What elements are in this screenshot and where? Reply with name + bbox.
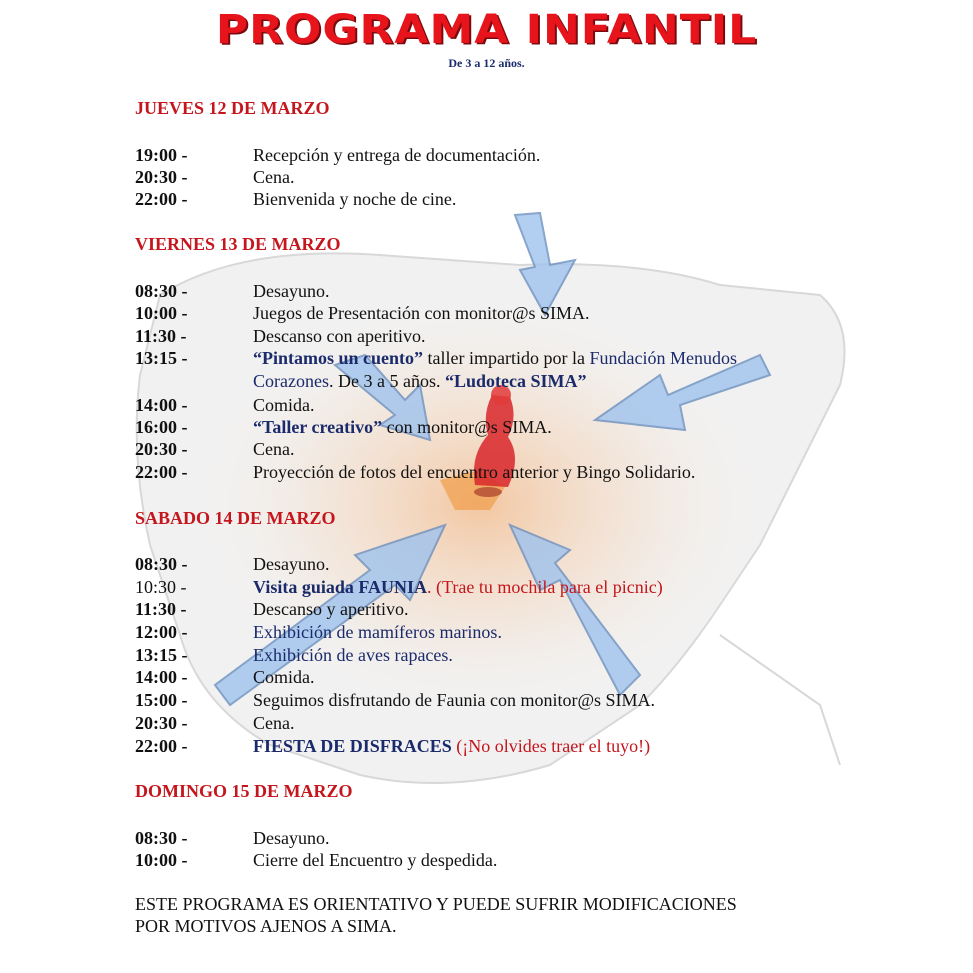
event-text: Descanso y aperitivo. <box>253 599 409 619</box>
event-time: 19:00 - <box>135 145 188 165</box>
event-text: Seguimos disfrutando de Faunia con monitor@s SIMA. <box>253 690 656 710</box>
event-text: Desayuno. <box>253 281 330 301</box>
event-time: 10:00 - <box>135 303 188 323</box>
event-detail: (¡No olvides traer el tuyo!) <box>451 736 651 756</box>
event-text: Comida. <box>253 395 315 415</box>
event-text <box>253 416 813 438</box>
disclaimer-note <box>135 893 835 937</box>
event-highlight: “Pintamos un cuento” <box>253 348 424 368</box>
event-detail: con monitor@s SIMA. <box>382 417 552 437</box>
day-heading: VIERNES 13 DE MARZO <box>135 234 341 254</box>
event-highlight: “Ludoteca SIMA” <box>444 371 587 391</box>
event-time: 16:00 - <box>135 417 188 437</box>
event-text: Desayuno. <box>253 554 330 574</box>
event-detail: . De 3 a 5 años. <box>328 371 445 391</box>
event-text: Cierre del Encuentro y despedida. <box>253 850 498 870</box>
event-time: 22:00 - <box>135 736 188 756</box>
event-highlight: FIESTA DE DISFRACES <box>253 736 452 756</box>
event-time: 10:30 - <box>135 577 187 597</box>
event-time: 20:30 - <box>135 167 188 187</box>
event-text: Juegos de Presentación con monitor@s SIMA. <box>253 303 590 323</box>
event-text: Desayuno. <box>253 828 330 848</box>
event-time: 13:15 - <box>135 348 188 368</box>
event-time: 14:00 - <box>135 667 188 687</box>
event-org: Corazones <box>253 371 329 391</box>
event-time: 12:00 - <box>135 622 188 642</box>
event-time: 15:00 - <box>135 690 188 710</box>
event-org: Fundación Menudos <box>589 348 737 368</box>
event-time: 22:00 - <box>135 189 188 209</box>
day-heading: SABADO 14 DE MARZO <box>135 508 336 528</box>
event-time: 08:30 - <box>135 554 188 574</box>
event-text <box>253 576 813 598</box>
event-time: 20:30 - <box>135 439 188 459</box>
event-time: 08:30 - <box>135 281 188 301</box>
event-text <box>253 347 813 369</box>
event-text: Bienvenida y noche de cine. <box>253 189 457 209</box>
event-time: 13:15 - <box>135 645 188 665</box>
event-text <box>253 370 813 392</box>
event-text: Descanso con aperitivo. <box>253 326 426 346</box>
event-text: Proyección de fotos del encuentro anterior y Bingo Solidario. <box>253 462 696 482</box>
event-detail: taller impartido por la <box>423 348 590 368</box>
event-text <box>253 735 813 757</box>
event-highlight: “Taller creativo” <box>253 417 383 437</box>
event-text: Cena. <box>253 167 295 187</box>
event-time: 11:30 - <box>135 599 187 619</box>
event-time: 11:30 - <box>135 326 187 346</box>
event-time: 20:30 - <box>135 713 188 733</box>
page-subtitle: De 3 a 12 años. <box>448 56 525 70</box>
day-heading: DOMINGO 15 DE MARZO <box>135 781 353 801</box>
event-text: Cena. <box>253 439 295 459</box>
event-text: Comida. <box>253 667 315 687</box>
event-highlight: Visita guiada FAUNIA <box>253 577 428 597</box>
event-text: Exhibición de mamíferos marinos. <box>253 622 502 642</box>
event-time: 10:00 - <box>135 850 188 870</box>
event-detail: . (Trae tu mochila para el picnic) <box>427 577 663 597</box>
event-text: Exhibición de aves rapaces. <box>253 645 453 665</box>
event-text: Cena. <box>253 713 295 733</box>
event-text: Recepción y entrega de documentación. <box>253 145 541 165</box>
event-time: 14:00 - <box>135 395 188 415</box>
page-title: PROGRAMA INFANTIL <box>215 6 758 53</box>
disclaimer-line: POR MOTIVOS AJENOS A SIMA. <box>135 916 397 936</box>
disclaimer-line: ESTE PROGRAMA ES ORIENTATIVO Y PUEDE SUFRIR MODIFICACIONES <box>135 894 737 914</box>
day-heading: JUEVES 12 DE MARZO <box>135 98 330 118</box>
event-time: 08:30 - <box>135 828 188 848</box>
event-time: 22:00 - <box>135 462 188 482</box>
